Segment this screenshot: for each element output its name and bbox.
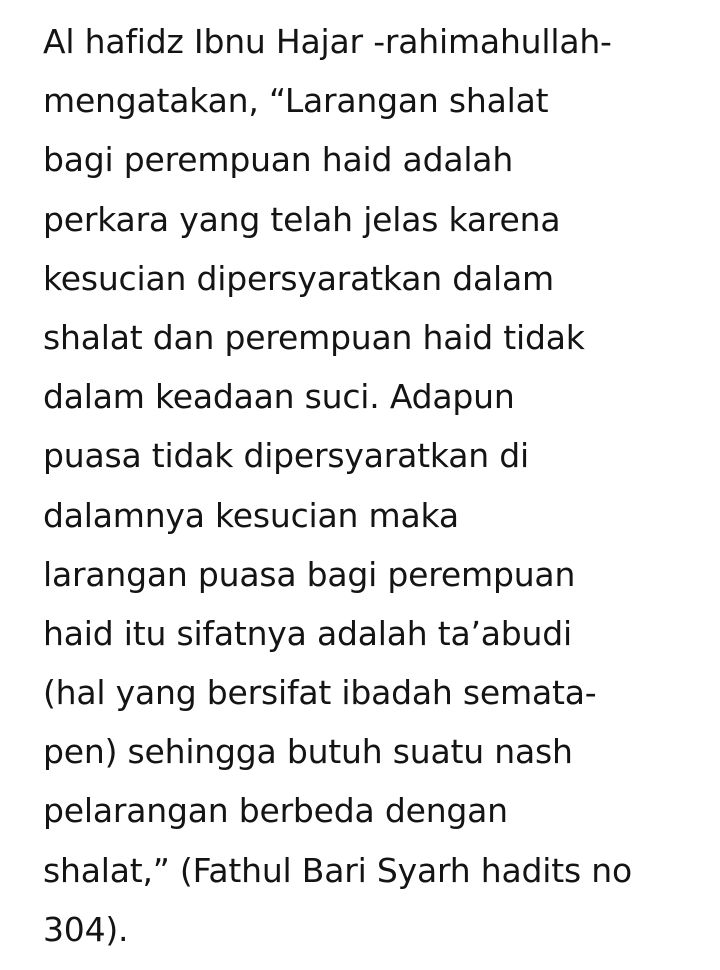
text-line: dalamnya kesucian maka — [43, 495, 459, 535]
text-line: shalat,” (Fathul Bari Syarh hadits no — [43, 850, 632, 890]
text-line: kesucian dipersyaratkan dalam — [43, 258, 554, 298]
text-line: perkara yang telah jelas karena — [43, 199, 561, 239]
text-line: puasa tidak dipersyaratkan di — [43, 436, 529, 476]
text-line: Al hafidz Ibnu Hajar -rahimahullah- — [43, 22, 612, 61]
text-line: dalam keadaan suci. Adapun — [43, 377, 515, 417]
text-line: haid itu sifatnya adalah ta’abudi — [43, 613, 572, 653]
text-line: bagi perempuan haid adalah — [43, 140, 514, 180]
text-line: mengatakan, “Larangan shalat — [43, 81, 549, 121]
text-line: (hal yang bersifat ibadah semata- — [43, 673, 597, 713]
text-line: pen) sehingga butuh suatu nash — [43, 732, 573, 772]
quote-paragraph — [43, 12, 713, 959]
text-line: shalat dan perempuan haid tidak — [43, 317, 585, 357]
text-line: larangan puasa bagi perempuan — [43, 554, 576, 594]
text-line: pelarangan berbeda dengan — [43, 791, 508, 831]
text-line: 304). — [43, 909, 129, 949]
